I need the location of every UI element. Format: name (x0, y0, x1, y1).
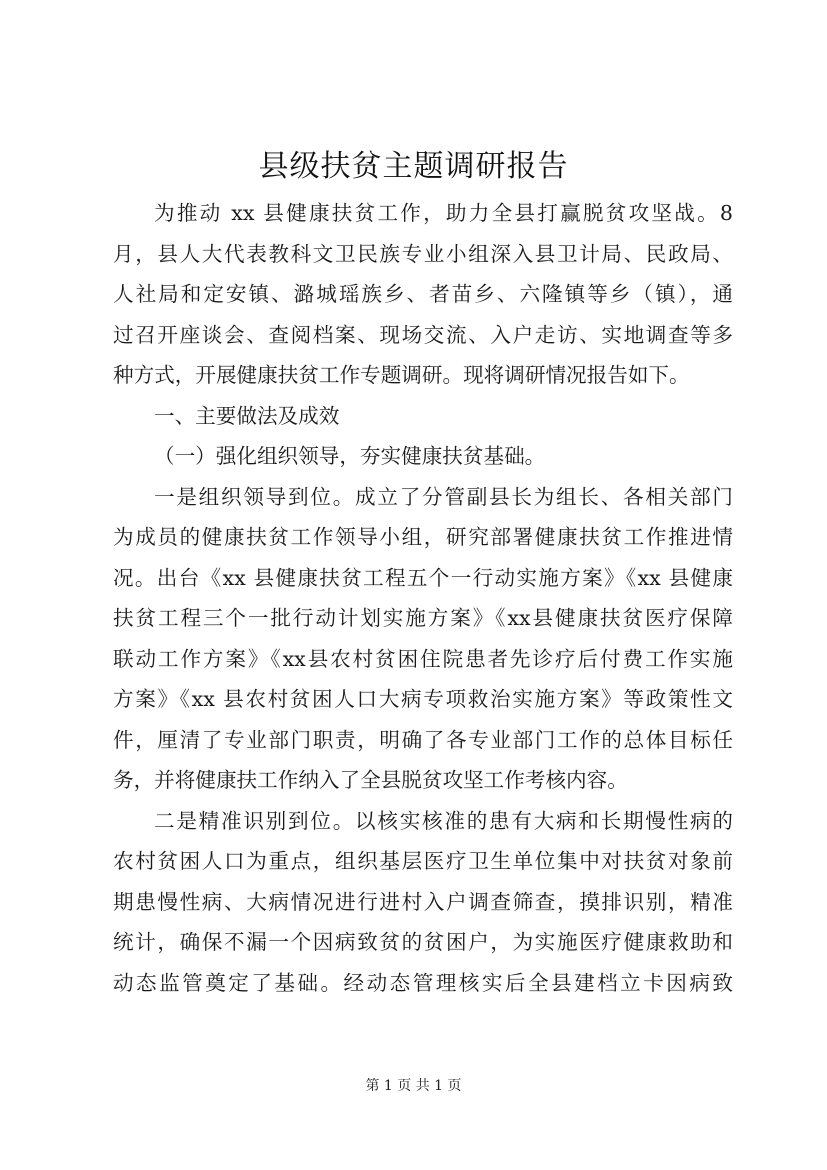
section-heading-text: 一、主要做法及成效 (154, 403, 340, 428)
paragraph-line: 统计，确保不漏一个因病致贫的贫困户，为实施医疗健康救助和 (113, 930, 733, 954)
paragraph-line: 务，并将健康扶工作纳入了全县脱贫攻坚工作考核内容。 (113, 768, 628, 792)
paragraph-line: 况。出台《xx 县健康扶贫工程五个一行动实施方案》《xx 县健康 (113, 565, 733, 590)
paragraph-line: 件，厘清了专业部门职责，明确了各专业部门工作的总体目标任 (113, 727, 733, 752)
paragraph-line: 方案》《xx 县农村贫困人口大病专项救治实施方案》等政策性文 (113, 687, 733, 711)
paragraph-line: 种方式，开展健康扶贫工作专题调研。现将调研情况报告如下。 (113, 363, 690, 387)
subsection-heading (113, 436, 733, 477)
subsection-heading-text: （一）强化组织领导，夯实健康扶贫基础。 (154, 444, 546, 468)
paragraph-line: 联动工作方案》《xx县农村贫困住院患者先诊疗后付费工作实施 (113, 646, 733, 671)
paragraph-line: 扶贫工程三个一批行动计划实施方案》《xx县健康扶贫医疗保障 (113, 606, 733, 630)
document-body (113, 193, 733, 1003)
page-footer: 第 1 页 共 1 页 (365, 1078, 462, 1094)
identification-paragraph (113, 801, 733, 1004)
paragraph-line: 过召开座谈会、查阅档案、现场交流、入户走访、实地调查等多 (113, 322, 733, 347)
intro-paragraph (113, 193, 733, 396)
organization-paragraph (113, 477, 733, 801)
paragraph-line: 动态监管奠定了基础。经动态管理核实后全县建档立卡因病致 (113, 970, 733, 995)
section-heading (113, 396, 733, 437)
paragraph-line: 期患慢性病、大病情况进行进村入户调查筛查，摸排识别，精准 (113, 889, 733, 914)
paragraph-line: 为推动 xx 县健康扶贫工作，助力全县打赢脱贫攻坚战。8 (154, 201, 733, 225)
paragraph-line: 一是组织领导到位。成立了分管副县长为组长、各相关部门 (154, 484, 733, 509)
paragraph-line: 为成员的健康扶贫工作领导小组，研究部署健康扶贫工作推进情 (113, 525, 733, 549)
paragraph-line: 农村贫困人口为重点，组织基层医疗卫生单位集中对扶贫对象前 (113, 849, 733, 873)
paragraph-line: 二是精准识别到位。以核实核准的患有大病和长期慢性病的 (154, 808, 733, 833)
paragraph-line: 月，县人大代表教科文卫民族专业小组深入县卫计局、民政局、 (113, 241, 733, 266)
document-title: 县级扶贫主题调研报告 (258, 149, 569, 184)
paragraph-line: 人社局和定安镇、潞城瑶族乡、者苗乡、六隆镇等乡（镇），通 (113, 282, 733, 306)
